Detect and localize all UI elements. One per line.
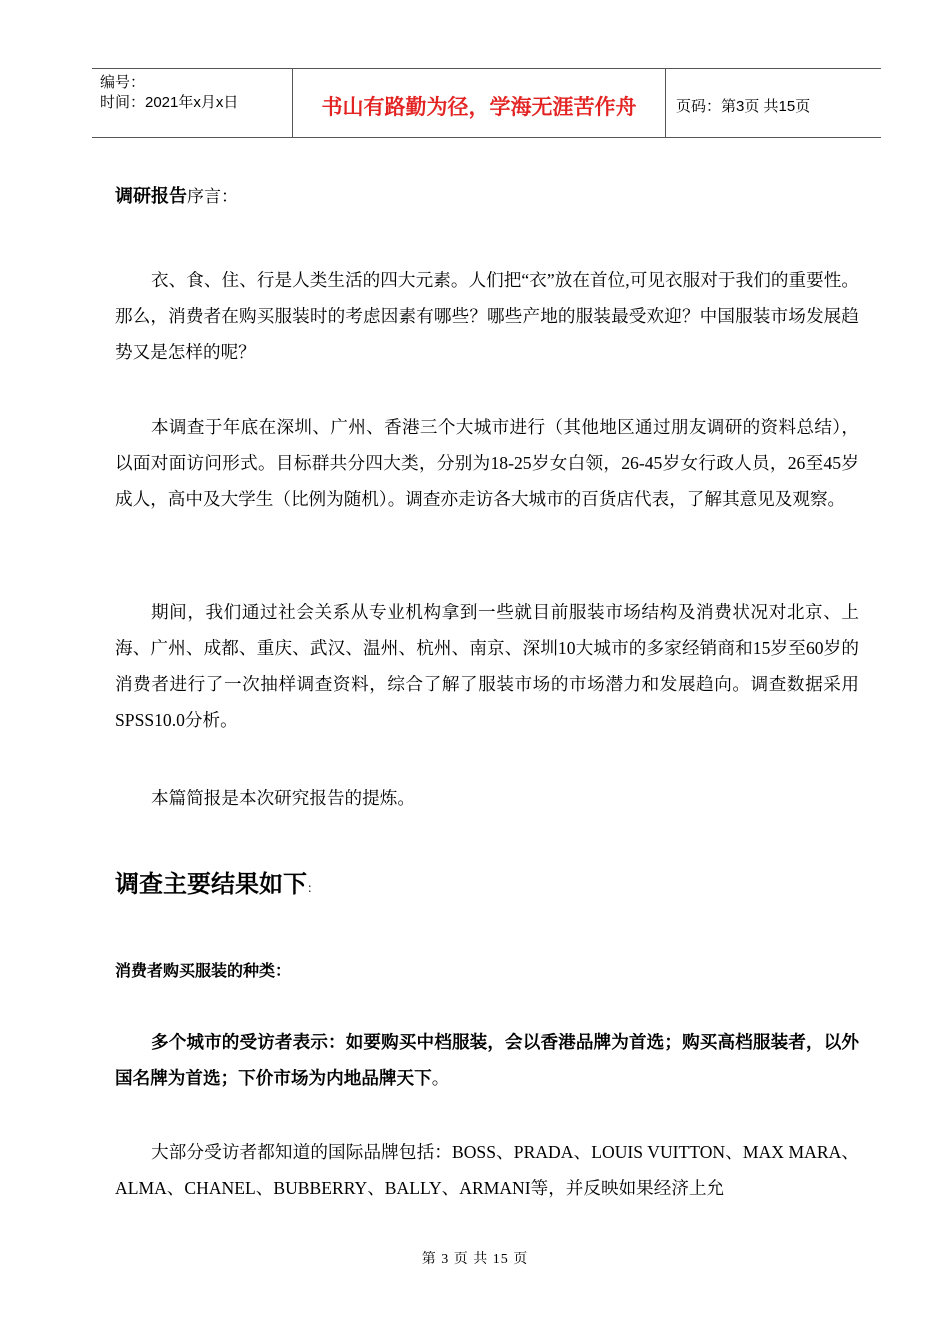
paragraph-text: 衣、食、住、行是人类生活的四大元素。人们把“衣”放在首位,可见衣服对于我们的重要性。那么，消费者在购买服装时的考虑因素有哪些？哪些产地的服装最受欢迎？中国服装市场发展趋势又是怎样的呢？: [115, 270, 859, 362]
page-header: [92, 68, 881, 138]
doc-code-label: 编号：: [100, 74, 146, 91]
doc-time-label: 时间：2021年x月x日: [100, 94, 239, 111]
results-suffix: ：: [307, 881, 320, 895]
paragraph-text: 本篇简报是本次研究报告的提炼。: [151, 788, 415, 808]
preface-title: 调研报告: [115, 186, 187, 206]
header-page-cell: [666, 69, 881, 137]
paragraph-period: [115, 594, 859, 738]
header-info-cell: [92, 69, 293, 137]
paragraph-summary: [115, 780, 859, 816]
results-title: 调查主要结果如下: [115, 872, 307, 898]
preface-suffix: 序言：: [187, 187, 238, 206]
paragraph-preference: [115, 1024, 859, 1096]
paragraph-text: 大部分受访者都知道的国际品牌包括：BOSS、PRADA、LOUIS VUITTON、MAX MARA、ALMA、CHANEL、BUBBERRY、BALLY、ARMANI等，并反映如果经济上允: [115, 1142, 859, 1198]
paragraph-end-punct: 。: [431, 1068, 450, 1088]
paragraph-brands: [115, 1134, 859, 1206]
paragraph-text: 期间，我们通过社会关系从专业机构拿到一些就目前服装市场结构及消费状况对北京、上海、广州、成都、重庆、武汉、温州、杭州、南京、深圳10大城市的多家经销商和15岁至60岁的消费者进行了一次抽样调查资料，综合了解了服装市场的市场潜力和发展趋向。调查数据采用SPSS10.0分析。: [115, 602, 859, 730]
page-footer: 第 3 页 共 15 页: [421, 1252, 529, 1267]
preface-heading: [115, 182, 859, 208]
paragraph-intro: [115, 262, 859, 370]
section-heading: [115, 958, 859, 981]
header-motto-cell: [293, 69, 666, 137]
paragraph-text: 本调查于年底在深圳、广州、香港三个大城市进行（其他地区通过朋友调研的资料总结），以面对面访问形式。目标群共分四大类，分别为18-25岁女白领，26-45岁女行政人员，26至45岁成人，高中及大学生（比例为随机）。调查亦走访各大城市的百货店代表，了解其意见及观察。: [115, 417, 859, 509]
section-title: 消费者购买服装的种类：: [115, 963, 292, 980]
paragraph-bold-text: 多个城市的受访者表示：如要购买中档服装，会以香港品牌为首选；购买高档服装者，以外国名牌为首选；下价市场为内地品牌天下: [115, 1032, 859, 1088]
header-motto: 书山有路勤为径，学海无涯苦作舟: [321, 94, 637, 119]
paragraph-text: [115, 1024, 859, 1096]
paragraph-method: [115, 409, 859, 517]
results-heading: [115, 864, 859, 899]
header-page-label: 页码：第3页 共15页: [676, 98, 811, 115]
